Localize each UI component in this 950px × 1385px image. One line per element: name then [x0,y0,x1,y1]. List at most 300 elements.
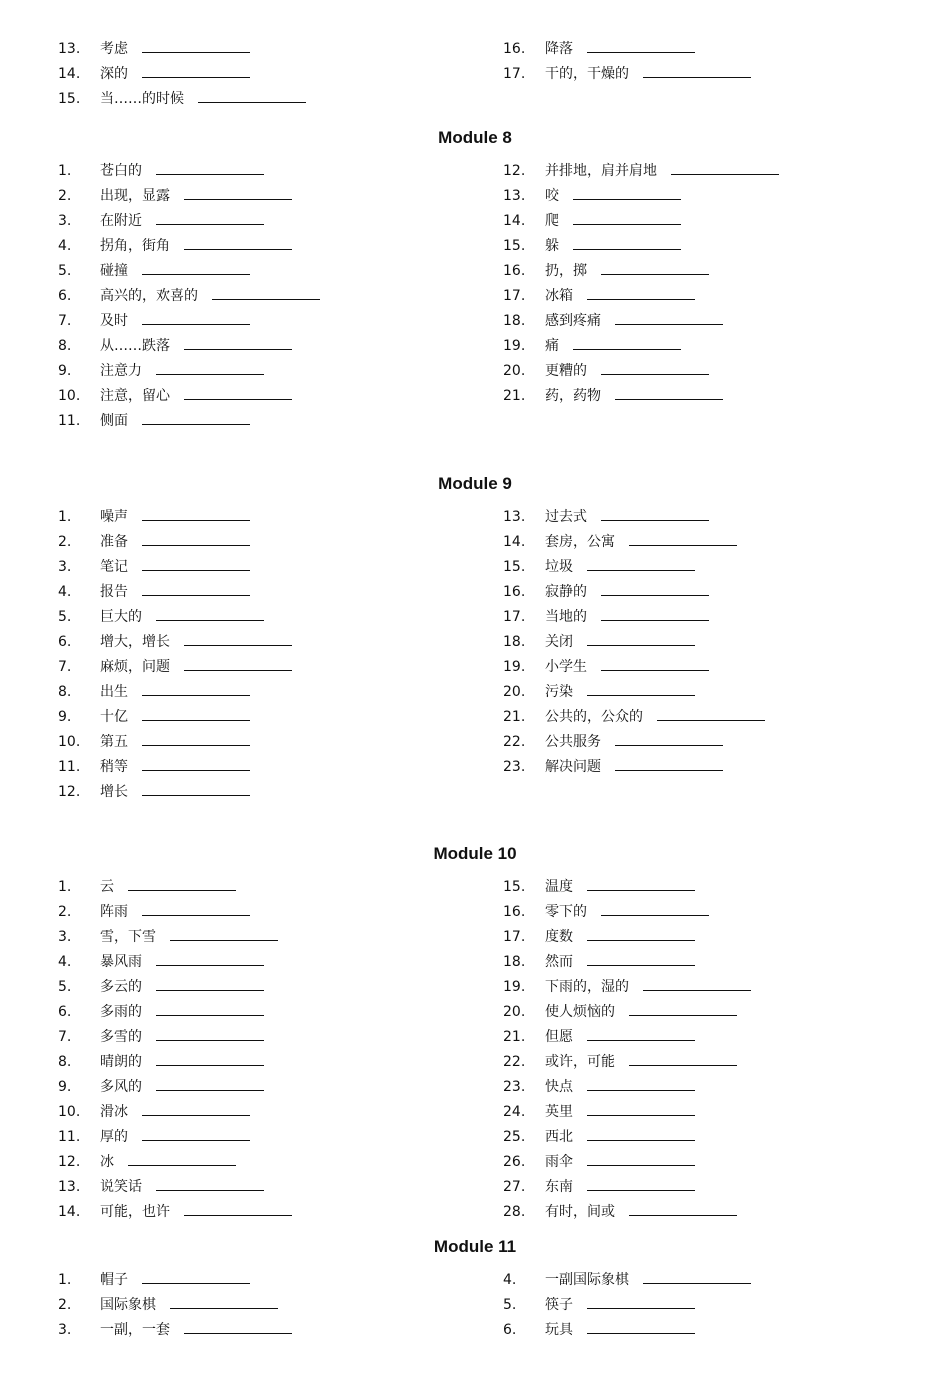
item-number: 15. [503,879,526,895]
vocab-item [58,1178,292,1203]
answer-blank[interactable] [629,1203,737,1216]
answer-blank[interactable] [142,683,250,696]
answer-blank[interactable] [587,1028,695,1041]
vocab-item [503,1003,751,1028]
answer-blank[interactable] [142,412,250,425]
vocab-item [503,237,779,262]
answer-blank[interactable] [142,1128,250,1141]
item-chinese-term: 下雨的，湿的 [545,979,629,995]
answer-blank[interactable] [587,928,695,941]
vocab-item [58,1128,292,1153]
vocab-item [58,1321,292,1346]
item-chinese-term: 寂静的 [545,584,587,600]
vocab-item [58,683,292,708]
vocab-item [503,162,779,187]
item-number: 7. [58,1029,72,1045]
item-number: 23. [503,759,526,775]
item-number: 13. [503,188,526,204]
item-number: 6. [58,288,72,304]
item-chinese-term: 巨大的 [100,609,142,625]
vocab-item [503,878,751,903]
item-chinese-term: 东南 [545,1179,573,1195]
vocab-item [503,953,751,978]
item-chinese-term: 但愿 [545,1029,573,1045]
item-number: 9. [58,363,72,379]
answer-blank[interactable] [170,928,278,941]
vocab-item [503,658,765,683]
item-chinese-term: 准备 [100,534,128,550]
item-chinese-term: 多雪的 [100,1029,142,1045]
answer-blank[interactable] [184,658,292,671]
item-number: 3. [58,929,72,945]
item-chinese-term: 西北 [545,1129,573,1145]
vocab-item [58,658,292,683]
item-number: 8. [58,338,72,354]
item-chinese-term: 快点 [545,1079,573,1095]
item-chinese-term: 碰撞 [100,263,128,279]
item-chinese-term: 稍等 [100,759,128,775]
answer-blank[interactable] [184,187,292,200]
answer-blank[interactable] [184,633,292,646]
item-number: 3. [58,213,72,229]
answer-blank[interactable] [142,65,250,78]
answer-blank[interactable] [573,337,681,350]
item-chinese-term: 套房，公寓 [545,534,615,550]
vocab-item [58,583,292,608]
vocab-item [503,1296,751,1321]
item-chinese-term: 爬 [545,213,559,229]
item-chinese-term: 垃圾 [545,559,573,575]
item-chinese-term: 深的 [100,66,128,82]
item-chinese-term: 有时，间或 [545,1204,615,1220]
vocab-item [503,533,765,558]
answer-blank[interactable] [601,583,709,596]
item-number: 11. [58,1129,81,1145]
item-number: 13. [58,1179,81,1195]
answer-blank[interactable] [198,90,306,103]
vocab-item [503,187,779,212]
vocab-item [58,1203,292,1228]
left-column [58,878,292,1228]
item-number: 11. [58,413,81,429]
item-number: 9. [58,1079,72,1095]
answer-blank[interactable] [156,1028,264,1041]
item-number: 5. [503,1297,517,1313]
item-number: 1. [58,879,72,895]
item-number: 13. [58,41,81,57]
vocab-item [58,1103,292,1128]
answer-blank[interactable] [587,1128,695,1141]
item-chinese-term: 在附近 [100,213,142,229]
answer-blank[interactable] [156,212,264,225]
item-number: 22. [503,1054,526,1070]
item-chinese-term: 筷子 [545,1297,573,1313]
answer-blank[interactable] [156,362,264,375]
vocab-item [503,903,751,928]
answer-blank[interactable] [142,312,250,325]
module-heading: Module 10 [433,844,517,863]
answer-blank[interactable] [156,162,264,175]
vocab-item [503,337,779,362]
item-chinese-term: 拐角，街角 [100,238,170,254]
answer-blank[interactable] [601,508,709,521]
item-number: 11. [58,759,81,775]
item-chinese-term: 报告 [100,584,128,600]
item-number: 10. [58,388,81,404]
item-chinese-term: 增大，增长 [100,634,170,650]
vocab-item [58,533,292,558]
item-number: 3. [58,559,72,575]
item-chinese-term: 咬 [545,188,559,204]
item-chinese-term: 当……的时候 [100,91,184,107]
vocab-item [503,312,779,337]
item-number: 7. [58,313,72,329]
answer-blank[interactable] [142,1271,250,1284]
item-number: 4. [58,954,72,970]
module-heading: Module 9 [438,474,512,493]
answer-blank[interactable] [615,758,723,771]
answer-blank[interactable] [156,1078,264,1091]
vocab-columns [0,1271,950,1351]
vocab-item [503,733,765,758]
item-chinese-term: 从……跌落 [100,338,170,354]
item-number: 21. [503,388,526,404]
answer-blank[interactable] [156,1178,264,1191]
item-chinese-term: 笔记 [100,559,128,575]
item-number: 8. [58,1054,72,1070]
vocab-item [503,1203,751,1228]
vocab-item [503,1053,751,1078]
answer-blank[interactable] [629,1053,737,1066]
answer-blank[interactable] [142,508,250,521]
answer-blank[interactable] [601,262,709,275]
vocab-columns [0,878,950,1220]
item-number: 19. [503,659,526,675]
vocab-item [58,928,292,953]
item-chinese-term: 滑冰 [100,1104,128,1120]
answer-blank[interactable] [156,978,264,991]
item-number: 15. [503,559,526,575]
answer-blank[interactable] [587,287,695,300]
item-chinese-term: 注意力 [100,363,142,379]
answer-blank[interactable] [142,733,250,746]
item-chinese-term: 多雨的 [100,1004,142,1020]
vocab-item [503,1271,751,1296]
answer-blank[interactable] [643,65,751,78]
item-chinese-term: 或许，可能 [545,1054,615,1070]
left-column [58,508,292,808]
vocab-item [503,978,751,1003]
vocab-item [503,1128,751,1153]
item-number: 19. [503,979,526,995]
answer-blank[interactable] [184,1321,292,1334]
vocab-item [58,1078,292,1103]
answer-blank[interactable] [671,162,779,175]
item-chinese-term: 更糟的 [545,363,587,379]
item-number: 2. [58,188,72,204]
item-chinese-term: 零下的 [545,904,587,920]
item-number: 14. [503,534,526,550]
item-chinese-term: 及时 [100,313,128,329]
item-chinese-term: 麻烦，问题 [100,659,170,675]
item-chinese-term: 英里 [545,1104,573,1120]
item-number: 1. [58,509,72,525]
answer-blank[interactable] [156,1053,264,1066]
vocab-item [58,783,292,808]
item-number: 14. [58,1204,81,1220]
vocab-item [58,187,320,212]
answer-blank[interactable] [142,708,250,721]
item-chinese-term: 苍白的 [100,163,142,179]
item-number: 20. [503,363,526,379]
answer-blank[interactable] [587,633,695,646]
vocab-item [58,903,292,928]
answer-blank[interactable] [601,658,709,671]
answer-blank[interactable] [184,1203,292,1216]
vocab-item [58,558,292,583]
item-chinese-term: 公共的，公众的 [545,709,643,725]
vocab-item [58,287,320,312]
answer-blank[interactable] [142,533,250,546]
answer-blank[interactable] [601,903,709,916]
vocab-columns [0,162,950,452]
vocab-item [58,412,320,437]
answer-blank[interactable] [184,337,292,350]
item-chinese-term: 雨伞 [545,1154,573,1170]
answer-blank[interactable] [657,708,765,721]
vocab-item [503,40,751,65]
item-chinese-term: 使人烦恼的 [545,1004,615,1020]
item-chinese-term: 晴朗的 [100,1054,142,1070]
answer-blank[interactable] [587,1103,695,1116]
item-number: 3. [58,1322,72,1338]
item-chinese-term: 考虑 [100,41,128,57]
vocab-item [58,162,320,187]
answer-blank[interactable] [573,187,681,200]
answer-blank[interactable] [587,1321,695,1334]
item-chinese-term: 雪，下雪 [100,929,156,945]
answer-blank[interactable] [643,978,751,991]
item-chinese-term: 度数 [545,929,573,945]
vocab-item [58,65,306,90]
item-chinese-term: 当地的 [545,609,587,625]
vocab-item [503,558,765,583]
answer-blank[interactable] [128,1153,236,1166]
item-number: 16. [503,904,526,920]
item-chinese-term: 增长 [100,784,128,800]
vocab-item [58,1271,292,1296]
item-chinese-term: 玩具 [545,1322,573,1338]
item-chinese-term: 药，药物 [545,388,601,404]
answer-blank[interactable] [601,362,709,375]
vocab-item [58,1153,292,1178]
item-chinese-term: 十亿 [100,709,128,725]
vocab-item [58,1003,292,1028]
item-chinese-term: 降落 [545,41,573,57]
answer-blank[interactable] [156,608,264,621]
item-number: 17. [503,288,526,304]
answer-blank[interactable] [142,40,250,53]
answer-blank[interactable] [170,1296,278,1309]
right-column [503,508,765,783]
vocab-item [58,758,292,783]
right-column [503,40,751,90]
answer-blank[interactable] [587,40,695,53]
item-number: 15. [503,238,526,254]
answer-blank[interactable] [184,387,292,400]
item-chinese-term: 污染 [545,684,573,700]
answer-blank[interactable] [212,287,320,300]
item-chinese-term: 冰箱 [545,288,573,304]
item-number: 18. [503,634,526,650]
answer-blank[interactable] [615,733,723,746]
answer-blank[interactable] [587,558,695,571]
answer-blank[interactable] [142,783,250,796]
vocab-item [58,1053,292,1078]
vocab-item [503,633,765,658]
item-number: 17. [503,66,526,82]
answer-blank[interactable] [643,1271,751,1284]
vocab-item [58,212,320,237]
answer-blank[interactable] [629,533,737,546]
answer-blank[interactable] [587,953,695,966]
vocab-columns [0,508,950,826]
item-number: 5. [58,609,72,625]
item-number: 6. [58,634,72,650]
item-chinese-term: 注意，留心 [100,388,170,404]
answer-blank[interactable] [587,1178,695,1191]
vocab-item [58,978,292,1003]
vocab-item [58,1028,292,1053]
answer-blank[interactable] [142,262,250,275]
item-chinese-term: 并排地，肩并肩地 [545,163,657,179]
item-chinese-term: 小学生 [545,659,587,675]
answer-blank[interactable] [156,953,264,966]
answer-blank[interactable] [601,608,709,621]
left-column [58,162,320,437]
item-number: 19. [503,338,526,354]
answer-blank[interactable] [587,878,695,891]
item-number: 20. [503,684,526,700]
item-number: 5. [58,263,72,279]
answer-blank[interactable] [587,1296,695,1309]
item-chinese-term: 温度 [545,879,573,895]
vocab-item [503,212,779,237]
answer-blank[interactable] [615,387,723,400]
vocab-item [503,387,779,412]
item-number: 20. [503,1004,526,1020]
vocab-columns [0,40,950,115]
vocab-item [58,40,306,65]
vocab-item [58,387,320,412]
vocab-item [58,708,292,733]
item-number: 1. [58,1272,72,1288]
item-number: 16. [503,41,526,57]
answer-blank[interactable] [573,212,681,225]
item-chinese-term: 公共服务 [545,734,601,750]
item-number: 12. [58,1154,81,1170]
vocab-item [58,262,320,287]
vocab-item [58,337,320,362]
answer-blank[interactable] [142,583,250,596]
answer-blank[interactable] [142,1103,250,1116]
item-number: 2. [58,904,72,920]
vocab-item [503,362,779,387]
worksheet-page [0,40,950,1351]
item-chinese-term: 感到疼痛 [545,313,601,329]
item-number: 27. [503,1179,526,1195]
item-number: 8. [58,684,72,700]
vocab-item [503,262,779,287]
item-number: 2. [58,1297,72,1313]
answer-blank[interactable] [615,312,723,325]
item-chinese-term: 解决问题 [545,759,601,775]
vocab-item [503,1178,751,1203]
answer-blank[interactable] [142,758,250,771]
answer-blank[interactable] [629,1003,737,1016]
right-column [503,1271,751,1346]
vocab-item [58,237,320,262]
item-chinese-term: 关闭 [545,634,573,650]
answer-blank[interactable] [573,237,681,250]
item-number: 12. [58,784,81,800]
item-number: 16. [503,263,526,279]
item-number: 9. [58,709,72,725]
item-chinese-term: 一副国际象棋 [545,1272,629,1288]
vocab-item [503,65,751,90]
answer-blank[interactable] [587,1078,695,1091]
vocab-item [503,1153,751,1178]
item-chinese-term: 多云的 [100,979,142,995]
item-chinese-term: 出生 [100,684,128,700]
vocab-item [58,508,292,533]
left-column [58,40,306,115]
answer-blank[interactable] [128,878,236,891]
vocab-item [503,608,765,633]
vocab-item [58,362,320,387]
vocab-item [503,508,765,533]
item-chinese-term: 痛 [545,338,559,354]
vocab-item [58,953,292,978]
item-number: 15. [58,91,81,107]
vocab-item [58,312,320,337]
vocab-item [503,758,765,783]
answer-blank[interactable] [587,683,695,696]
vocab-item [58,608,292,633]
vocab-item [58,90,306,115]
item-number: 14. [503,213,526,229]
answer-blank[interactable] [184,237,292,250]
item-chinese-term: 第五 [100,734,128,750]
item-number: 6. [503,1322,517,1338]
vocab-item [503,683,765,708]
item-number: 10. [58,734,81,750]
vocab-item [58,878,292,903]
item-chinese-term: 多风的 [100,1079,142,1095]
answer-blank[interactable] [587,1153,695,1166]
item-number: 14. [58,66,81,82]
item-chinese-term: 冰 [100,1154,114,1170]
item-chinese-term: 暴风雨 [100,954,142,970]
answer-blank[interactable] [142,903,250,916]
item-chinese-term: 出现，显露 [100,188,170,204]
item-number: 18. [503,313,526,329]
item-chinese-term: 扔，掷 [545,263,587,279]
answer-blank[interactable] [142,558,250,571]
item-number: 6. [58,1004,72,1020]
answer-blank[interactable] [156,1003,264,1016]
item-chinese-term: 云 [100,879,114,895]
